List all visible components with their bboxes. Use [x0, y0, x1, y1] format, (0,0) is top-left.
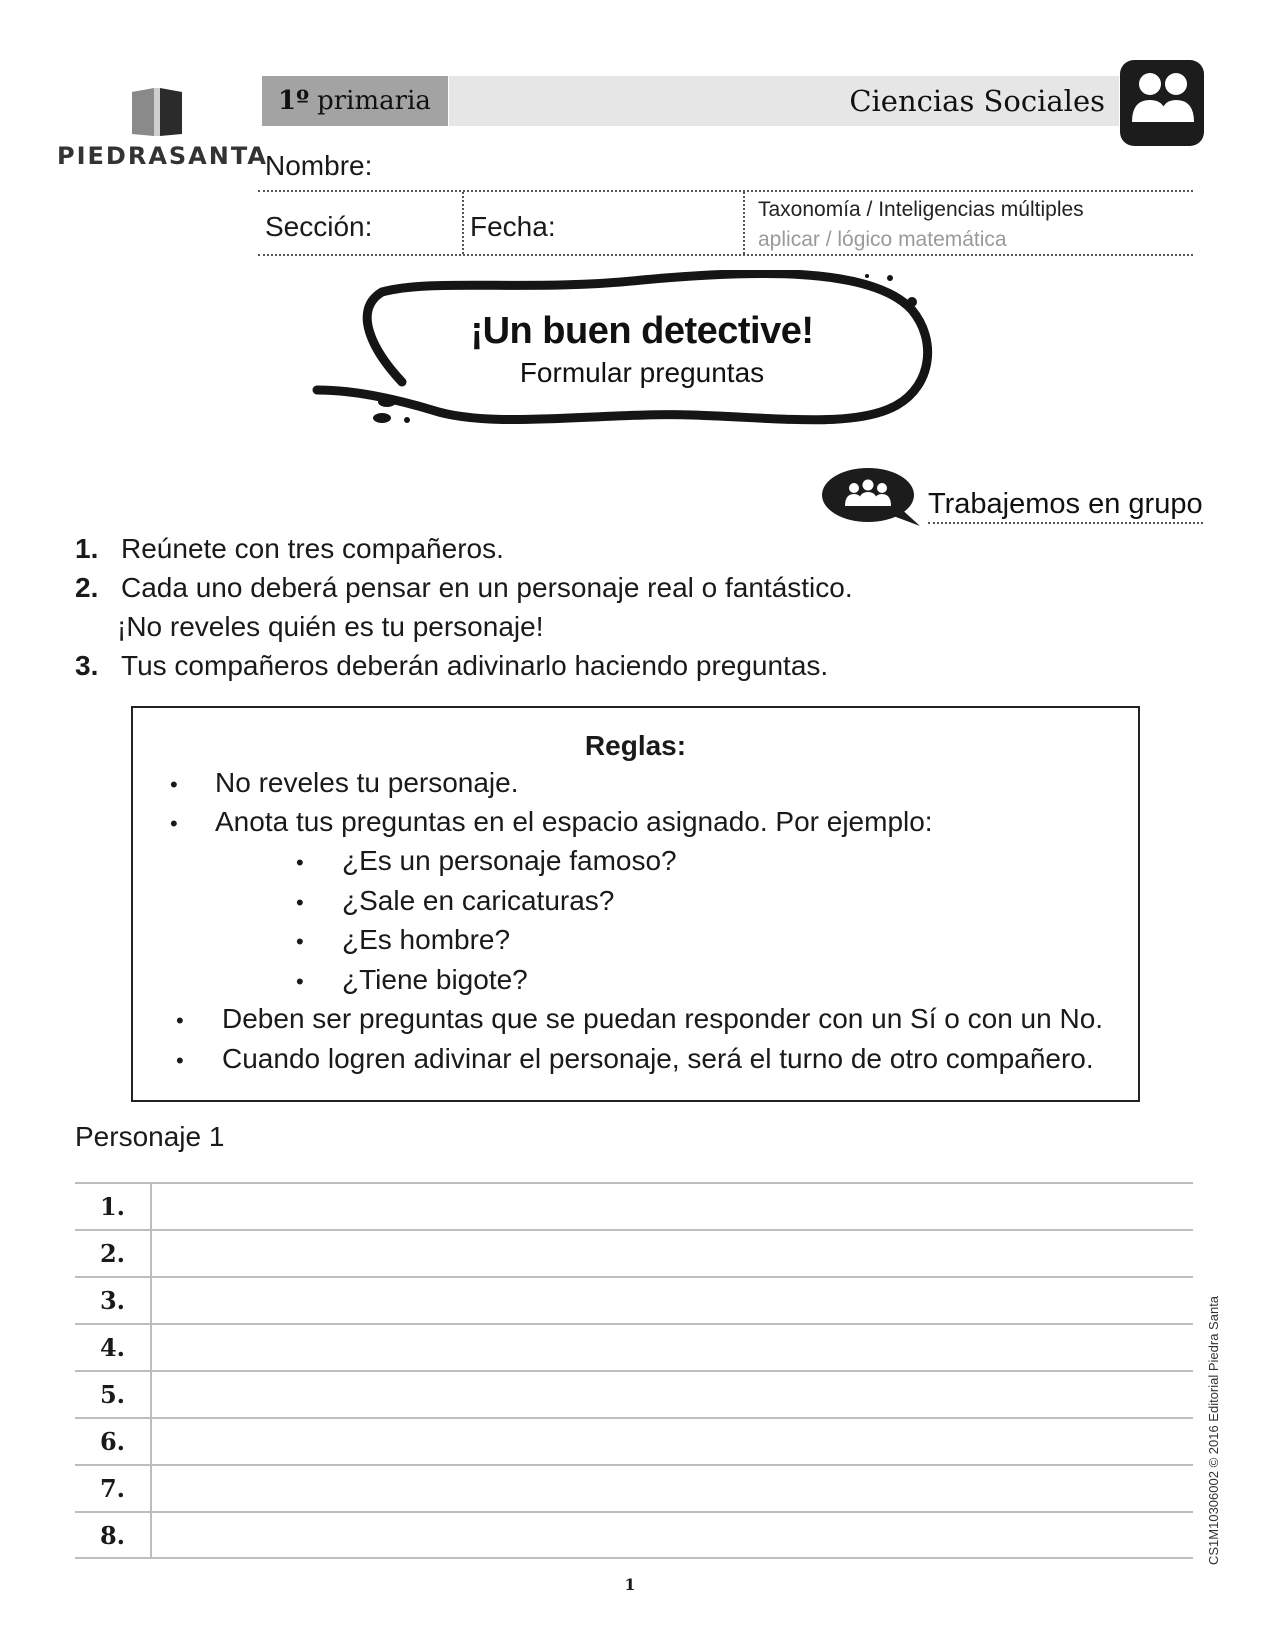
- instruction-number: 3.: [75, 650, 99, 681]
- group-work-label: Trabajemos en grupo: [928, 488, 1203, 524]
- answer-line[interactable]: [152, 1278, 1193, 1323]
- section-label: Sección:: [265, 211, 373, 242]
- bullet: •: [296, 890, 304, 915]
- bullet: •: [296, 969, 304, 994]
- example-question: ¿Tiene bigote?: [342, 964, 528, 995]
- instruction-note: ¡No reveles quién es tu personaje!: [117, 611, 544, 642]
- answer-line[interactable]: [152, 1231, 1193, 1276]
- answer-row: [75, 1182, 1193, 1229]
- example-question: ¿Es hombre?: [342, 924, 511, 955]
- subject-bar: [449, 76, 1119, 126]
- rule-text: Deben ser preguntas que se puedan responder con un Sí o con un No.: [222, 1003, 1104, 1034]
- example-question: ¿Sale en caricaturas?: [342, 885, 615, 916]
- copyright-notice: CS1M10306002 © 2016 Editorial Piedra Santa: [1206, 1295, 1221, 1565]
- example-bullet: [296, 964, 304, 996]
- example-bullet: [296, 845, 304, 877]
- answer-row: [75, 1323, 1193, 1370]
- name-label: Nombre:: [265, 150, 373, 181]
- answer-row: [75, 1511, 1193, 1559]
- group-speech-icon: [822, 466, 922, 528]
- rule-text: No reveles tu personaje.: [215, 767, 519, 798]
- name-line: [258, 190, 1193, 192]
- answer-table: [75, 1182, 1193, 1559]
- answer-line[interactable]: [152, 1419, 1193, 1464]
- row-number: 4.: [75, 1325, 152, 1370]
- logo-text: PIEDRASANTA: [57, 142, 268, 170]
- instruction-number: 1.: [75, 533, 99, 564]
- instruction-number: 2.: [75, 572, 99, 603]
- people-icon: [1120, 60, 1204, 146]
- rule-item: [170, 806, 178, 838]
- example-bullet: [296, 924, 304, 956]
- answer-line[interactable]: [152, 1466, 1193, 1511]
- row-number: 7.: [75, 1466, 152, 1511]
- answer-row: [75, 1417, 1193, 1464]
- row-number: 1.: [75, 1184, 152, 1229]
- subject-title: Ciencias Sociales: [849, 84, 1105, 118]
- answer-row: [75, 1276, 1193, 1323]
- bullet: •: [170, 772, 178, 797]
- rule-text: Anota tus preguntas en el espacio asignado. Por ejemplo:: [215, 806, 933, 837]
- divider: [743, 192, 745, 254]
- row-number: 5.: [75, 1372, 152, 1417]
- worksheet-title: ¡Un buen detective!: [470, 310, 814, 352]
- answer-row: [75, 1370, 1193, 1417]
- instruction-text: Cada uno deberá pensar en un personaje real o fantástico.: [121, 572, 853, 603]
- worksheet-subtitle: Formular preguntas: [519, 357, 765, 388]
- rule-item: [176, 1003, 184, 1035]
- rule-item: [176, 1043, 184, 1075]
- taxonomy-value: aplicar / lógico matemática: [758, 228, 1007, 251]
- bullet: •: [296, 929, 304, 954]
- row-number: 3.: [75, 1278, 152, 1323]
- answer-row: [75, 1229, 1193, 1276]
- bullet: •: [176, 1048, 184, 1073]
- character-label: Personaje 1: [75, 1121, 225, 1152]
- rule-item: [170, 767, 178, 799]
- answer-line[interactable]: [152, 1325, 1193, 1370]
- row-number: 8.: [75, 1513, 152, 1557]
- row-number: 2.: [75, 1231, 152, 1276]
- example-question: ¿Es un personaje famoso?: [342, 845, 677, 876]
- bullet: •: [170, 811, 178, 836]
- rules-title: Reglas:: [584, 730, 687, 761]
- instruction-text: Tus compañeros deberán adivinarlo haciendo preguntas.: [121, 650, 829, 681]
- grade-text: primaria: [317, 86, 431, 116]
- answer-line[interactable]: [152, 1184, 1193, 1229]
- instruction-item: [75, 572, 853, 604]
- book-logo-icon: [126, 86, 188, 138]
- page-number: 1: [624, 1575, 636, 1594]
- row-number: 6.: [75, 1419, 152, 1464]
- taxonomy-title: Taxonomía / Inteligencias múltiples: [758, 198, 1084, 221]
- instruction-item: [75, 533, 504, 565]
- instruction-item: [75, 650, 828, 682]
- rule-text: Cuando logren adivinar el personaje, será el turno de otro compañero.: [222, 1043, 1094, 1074]
- divider: [462, 192, 464, 254]
- date-label: Fecha:: [470, 211, 556, 242]
- grade-label: [262, 76, 448, 126]
- instruction-text: Reúnete con tres compañeros.: [121, 533, 504, 564]
- bullet: •: [296, 850, 304, 875]
- bullet: •: [176, 1008, 184, 1033]
- publisher-logo: [52, 82, 268, 182]
- speech-bubble-frame: [312, 270, 972, 440]
- grade-number: 1º: [278, 86, 310, 116]
- answer-line[interactable]: [152, 1513, 1193, 1557]
- example-bullet: [296, 885, 304, 917]
- answer-line[interactable]: [152, 1372, 1193, 1417]
- answer-row: [75, 1464, 1193, 1511]
- section-line: [258, 254, 1193, 256]
